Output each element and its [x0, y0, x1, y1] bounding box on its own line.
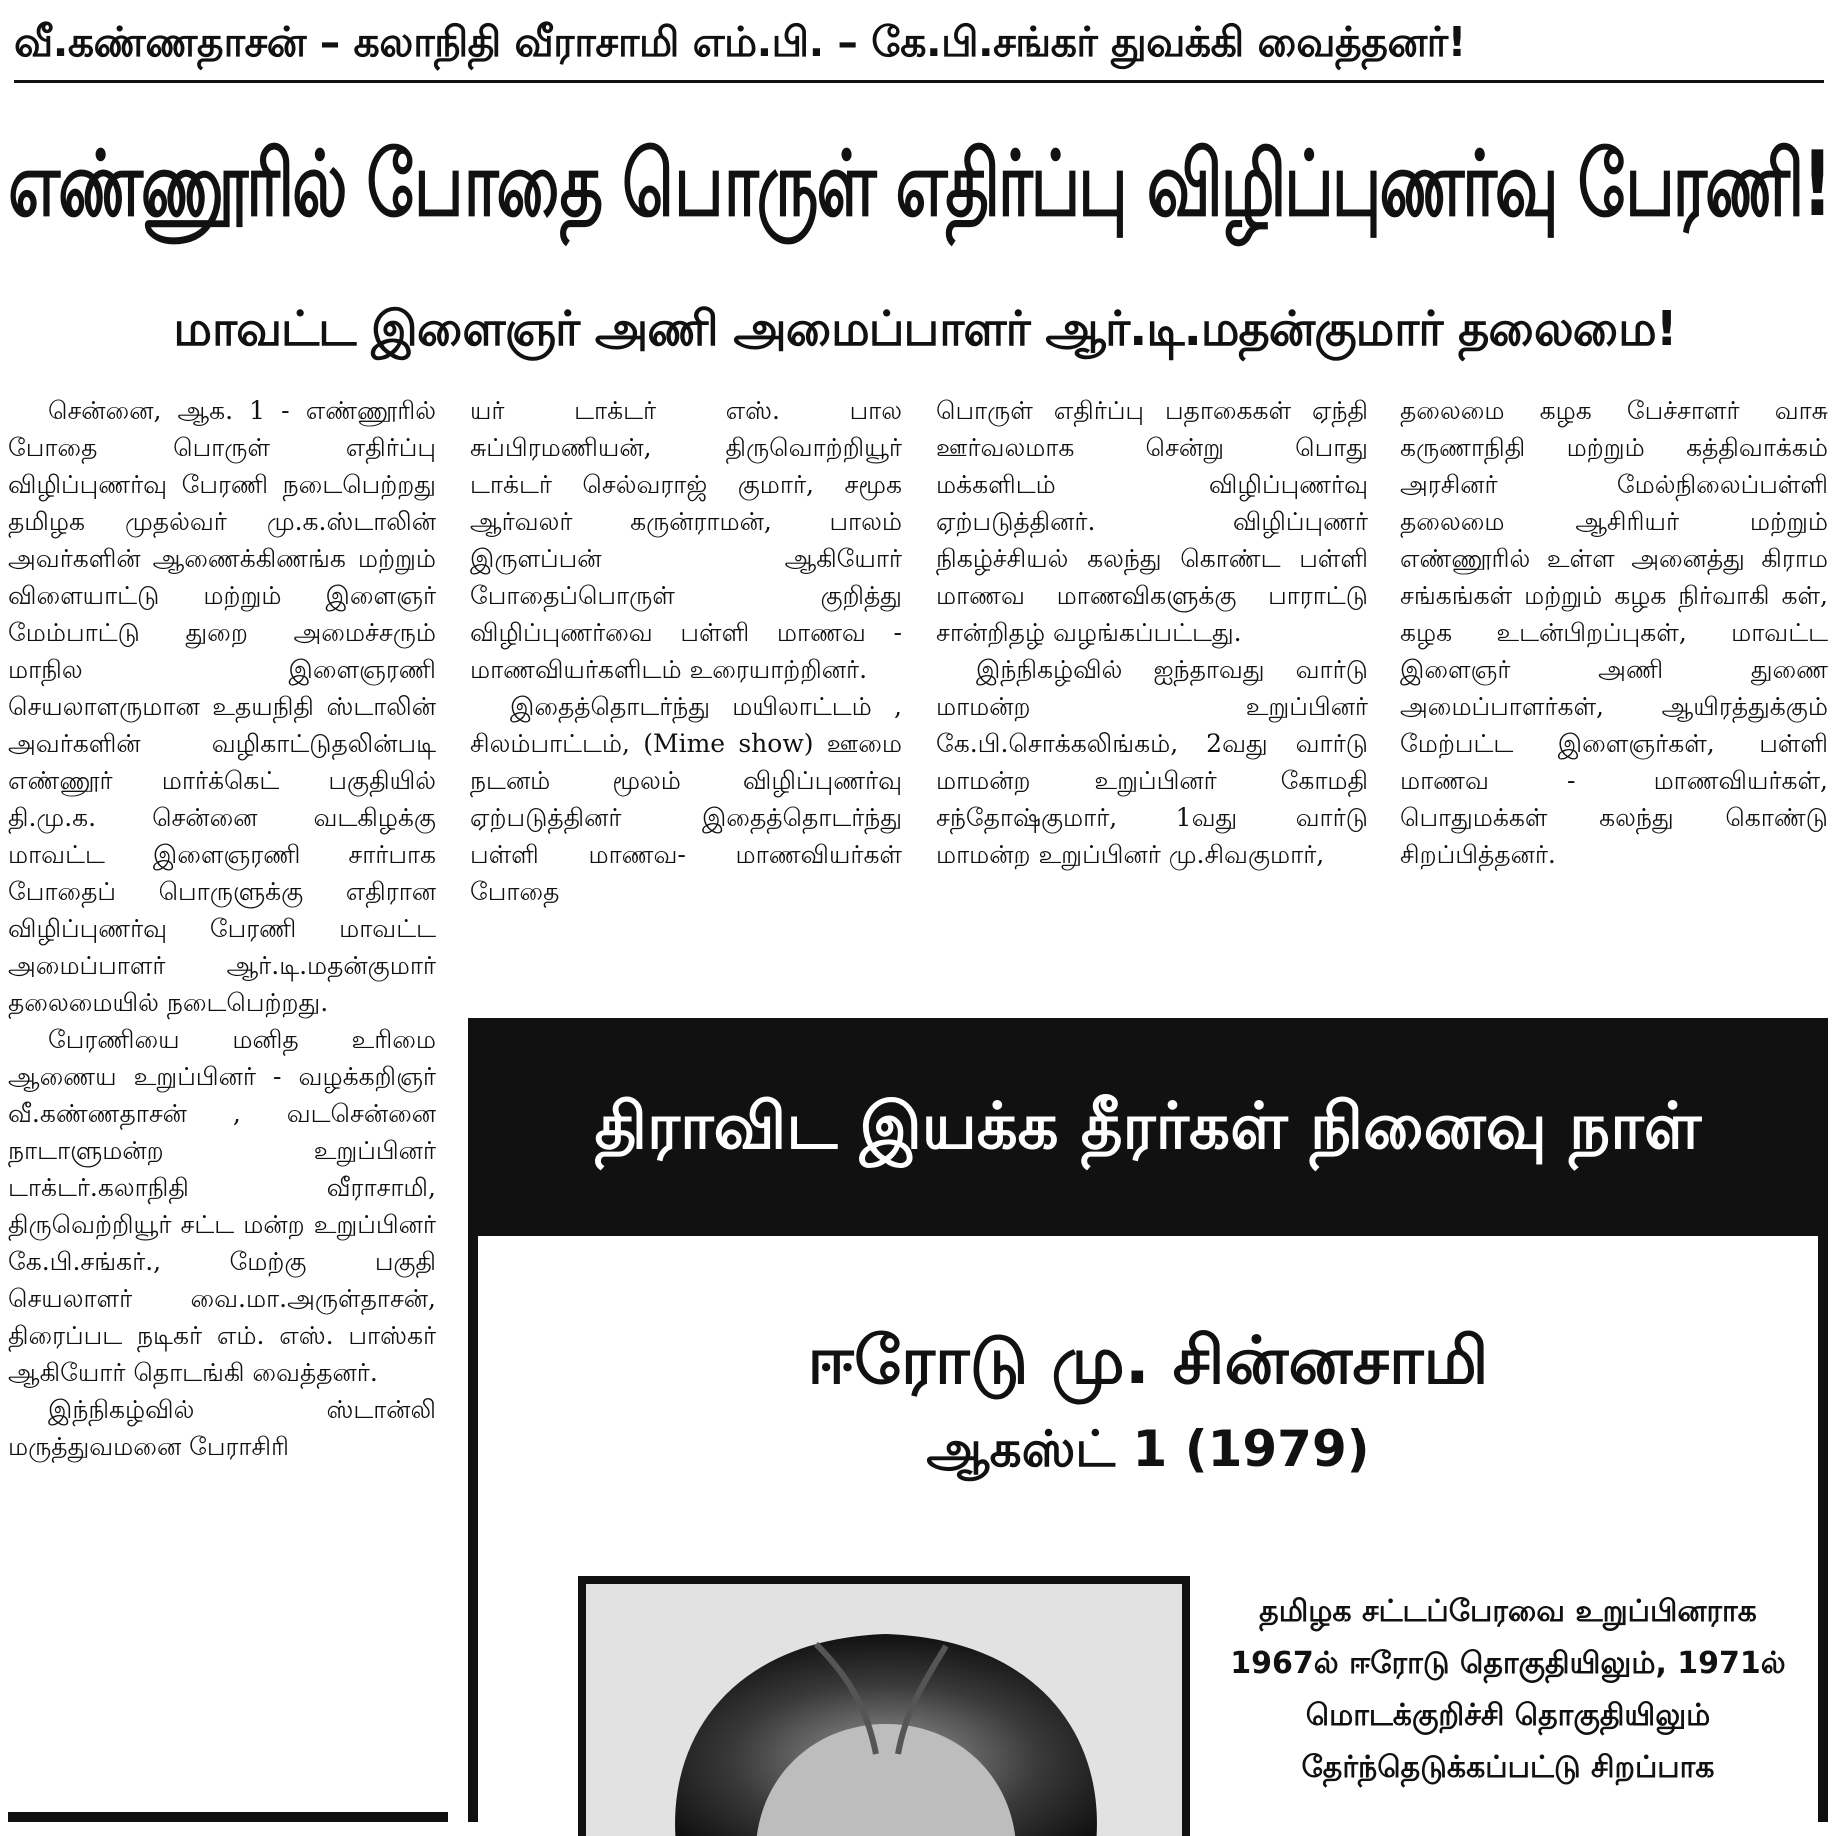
memorial-content: [478, 1236, 1818, 1822]
article-paragraph: இந்நிகழ்வில் ஸ்டான்லி மருத்துவமனை பேராசிரி: [8, 1395, 436, 1461]
article-paragraph: தலைமை கழக பேச்சாளர் வாசு கருணாநிதி மற்றும் கத்திவாக்கம் அரசினர் மேல்நிலைப்பள்ளி தலைமை ஆசிரியர் மற்றும் எண்ணூரில் உள்ள அனைத்து கிராம சங்கங்கள் மற்றும் கழக நிர்வாகி கள், கழக உடன்பிறப்புகள், மாவட்ட இளைஞர் அணி துணை அமைப்பாளர்கள், ஆயிரத்துக்கும் மேற்பட்ட இளைஞர்கள், பள்ளி மாணவ - மாணவியர்கள், பொதுமக்கள் கலந்து கொண்டு சிறப்பித்தனர்.: [1400, 396, 1828, 869]
article-column-4: [1400, 392, 1828, 992]
article-paragraph: இந்நிகழ்வில் ஐந்தாவது வார்டு மாமன்ற உறுப்பினர் கே.பி.சொக்கலிங்கம், 2வது வார்டு மாமன்ற உறுப்பினர் கோமதி சந்தோஷ்குமார், 1வது வார்டு மாமன்ற உறுப்பினர் மு.சிவகுமார்,: [936, 655, 1368, 869]
memorial-bio: தமிழக சட்டப்பேரவை உறுப்பினராக 1967ல் ஈரோடு தொகுதியிலும், 1971ல் மொடக்குறிச்சி தொகுதியிலும் தேர்ந்தெடுக்கப்பட்டு சிறப்பாக: [1230, 1594, 1786, 1785]
memorial-box: [468, 1018, 1828, 1822]
sub-headline: மாவட்ட இளைஞர் அணி அமைப்பாளர் ஆர்.டி.மதன்குமார் தலைமை!: [173, 301, 1677, 357]
kicker-headline: வீ.கண்ணதாசன் – கலாநிதி வீராசாமி எம்.பி. – கே.பி.சங்கர் துவக்கி வைத்தனர்!: [14, 18, 1466, 66]
main-headline: எண்ணூரில் போதை பொருள் எதிர்ப்பு விழிப்புணர்வு பேரணி!: [8, 132, 1830, 237]
memorial-title: திராவிட இயக்க தீரர்கள் நினைவு நாள்: [594, 1089, 1702, 1164]
person-name: ஈரோடு மு. சின்னசாமி: [807, 1322, 1489, 1399]
article-paragraph: சென்னை, ஆக. 1 - எண்ணூரில் போதை பொருள் எதிர்ப்பு விழிப்புணர்வு பேரணி நடைபெற்றது தமிழக முதல்வர் மு.க.ஸ்டாலின் அவர்களின் ஆணைக்கிணங்க மற்றும் விளையாட்டு மற்றும் இளைஞர் மேம்பாட்டு துறை அமைச்சரும் மாநில இளைஞரணி செயலாளருமான உதயநிதி ஸ்டாலின் அவர்களின் வழிகாட்டுதலின்படி எண்ணூர் மார்க்கெட் பகுதியில் தி.மு.க. சென்னை வடகிழக்கு மாவட்ட இளைஞரணி சார்பாக போதைப் பொருளுக்கு எதிரான விழிப்புணர்வு பேரணி மாவட்ட அமைப்பாளர் ஆர்.டி.மதன்குமார் தலைமையில் நடைபெற்றது.: [8, 396, 436, 1017]
article-column-3: [936, 392, 1368, 992]
memorial-date: ஆகஸ்ட் 1 (1979): [926, 1420, 1370, 1478]
article-column-1: [8, 392, 436, 1812]
article-paragraph: பொருள் எதிர்ப்பு பதாகைகள் ஏந்தி ஊர்வலமாக சென்று பொது மக்களிடம் விழிப்புணர்வு ஏற்படுத்தினர். விழிப்புணர் நிகழ்ச்சியல் கலந்து கொண்ட பள்ளி மாணவ மாணவிகளுக்கு பாராட்டு சான்றிதழ் வழங்கப்பட்டது.: [936, 396, 1368, 647]
article-paragraph: பேரணியை மனித உரிமை ஆணைய உறுப்பினர் - வழக்கறிஞர் வீ.கண்ணதாசன் , வடசென்னை நாடாளுமன்ற உறுப்பினர் டாக்டர்.கலாநிதி வீராசாமி, திருவெற்றியூர் சட்ட மன்ற உறுப்பினர் கே.பி.சங்கர்., மேற்கு பகுதி செயலாளர் வை.மா.அருள்தாசன், திரைப்பட நடிகர் எம். எஸ். பாஸ்கர் ஆகியோர் தொடங்கி வைத்தனர்.: [8, 1025, 436, 1387]
article-paragraph: இதைத்தொடர்ந்து மயிலாட்டம் , சிலம்பாட்டம், (Mime show) ஊமை நடனம் மூலம் விழிப்புணர்வு ஏற்படுத்தினர் இதைத்தொடர்ந்து பள்ளி மாணவ- மாணவியர்கள் போதை: [470, 692, 902, 906]
article-paragraph: யர் டாக்டர் எஸ். பால சுப்பிரமணியன், திருவொற்றியூர் டாக்டர் செல்வராஜ் குமார், சமூக ஆர்வலர் கருன்ராமன், பாலம் இருளப்பன் ஆகியோர் போதைப்பொருள் குறித்து விழிப்புணர்வை பள்ளி மாணவ - மாணவியர்களிடம் உரையாற்றினர்.: [470, 396, 902, 684]
portrait-photo: [578, 1576, 1190, 1836]
article-column-2: [470, 392, 902, 992]
kicker-divider: [14, 80, 1824, 83]
portrait-illustration: [586, 1584, 1182, 1836]
bottom-divider: [8, 1812, 448, 1822]
